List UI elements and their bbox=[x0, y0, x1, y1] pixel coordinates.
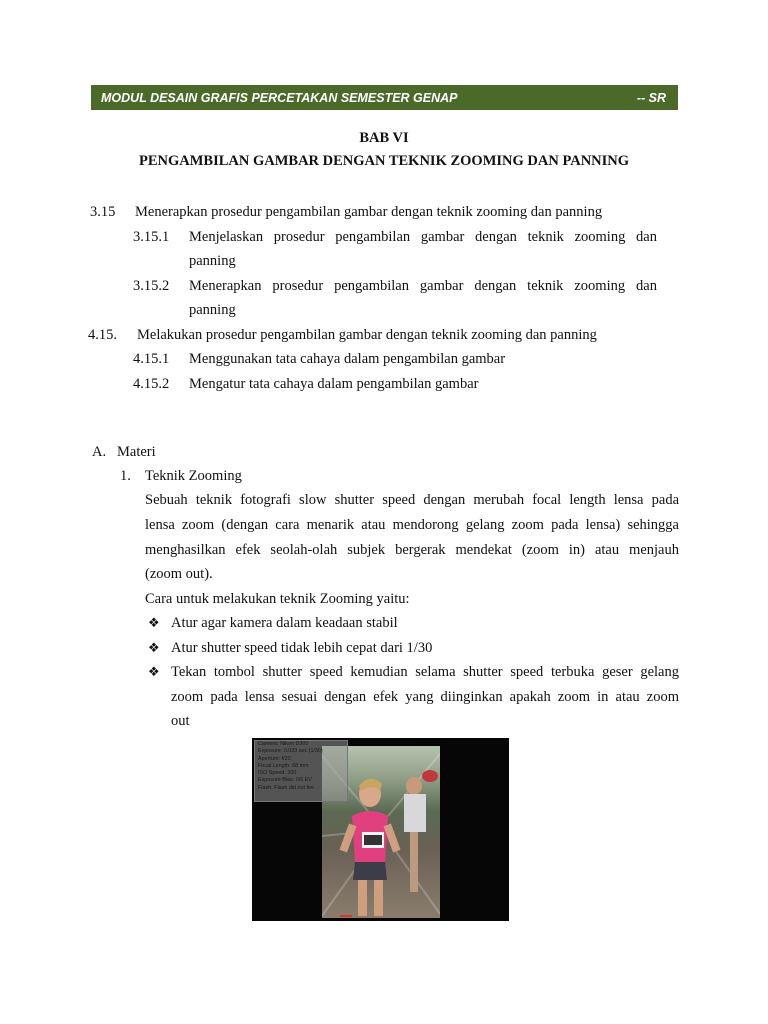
competency-number: 3.15 bbox=[90, 204, 116, 220]
exif-line: Exposure: 0.033 sec (1/30) bbox=[258, 748, 323, 755]
bullet-text: Atur agar kamera dalam keadaan stabil bbox=[171, 615, 398, 631]
section-label: A. bbox=[92, 444, 107, 460]
steps-intro: Cara untuk melakukan teknik Zooming yaitu: bbox=[145, 591, 410, 607]
competency-text: Menjelaskan prosedur pengambilan gambar dengan teknik zooming dan bbox=[189, 229, 657, 245]
exif-line: Exposure Bias: 0/6 EV bbox=[258, 777, 312, 784]
competency-text-continued: panning bbox=[189, 302, 236, 318]
page-header-bar bbox=[91, 85, 678, 110]
chapter-number: BAB VI bbox=[359, 130, 409, 146]
exif-line: Flash: Flash did not fire bbox=[258, 784, 315, 791]
competency-text: Mengatur tata cahaya dalam pengambilan gambar bbox=[189, 376, 479, 392]
competency-text: Menerapkan prosedur pengambilan gambar dengan teknik zooming dan bbox=[189, 278, 657, 294]
competency-text: Menerapkan prosedur pengambilan gambar dengan teknik zooming dan panning bbox=[135, 204, 603, 220]
paragraph-line: (zoom out). bbox=[145, 566, 213, 582]
subsection-title: Teknik Zooming bbox=[145, 468, 242, 484]
subsection-number: 1. bbox=[120, 468, 131, 484]
competency-number: 4.15. bbox=[88, 327, 117, 343]
bullet-text: Tekan tombol shutter speed kemudian selama shutter speed terbuka geser gelang bbox=[171, 664, 679, 680]
paragraph-line: menghasilkan efek seolah-olah subjek bergerak mendekat (zoom in) atau menjauh bbox=[145, 542, 679, 558]
competency-number: 3.15.1 bbox=[133, 229, 170, 245]
diamond-bullet-icon: ❖ bbox=[148, 615, 160, 630]
paragraph-line: lensa zoom (dengan cara menarik atau mendorong gelang zoom pada lensa) sehingga bbox=[145, 517, 679, 533]
diamond-bullet-icon: ❖ bbox=[148, 640, 160, 655]
diamond-bullet-icon: ❖ bbox=[148, 664, 160, 679]
chapter-title: PENGAMBILAN GAMBAR DENGAN TEKNIK ZOOMING DAN PANNING bbox=[138, 153, 630, 169]
competency-text-continued: panning bbox=[189, 253, 236, 269]
paragraph-line: Sebuah teknik fotografi slow shutter speed dengan merubah focal length lensa pada bbox=[145, 492, 679, 508]
exif-line: Camera: Nikon D300 bbox=[258, 741, 309, 747]
bullet-text-continued: out bbox=[171, 713, 190, 729]
exif-info-panel bbox=[254, 740, 348, 802]
bullet-text: Atur shutter speed tidak lebih cepat dari 1/30 bbox=[171, 640, 433, 656]
competency-text: Menggunakan tata cahaya dalam pengambilan gambar bbox=[189, 351, 506, 367]
competency-text: Melakukan prosedur pengambilan gambar dengan teknik zooming dan panning bbox=[137, 327, 597, 343]
exif-line: Aperture: f/20 bbox=[258, 755, 291, 762]
zoom-burst-photo bbox=[252, 738, 509, 921]
photo-progress-marker bbox=[340, 915, 352, 917]
exif-line: Focal Length: 68 mm bbox=[258, 762, 309, 769]
section-title: Materi bbox=[117, 444, 156, 460]
exif-line: ISO Speed: 200 bbox=[258, 770, 297, 777]
competency-number: 4.15.1 bbox=[133, 351, 170, 367]
competency-number: 4.15.2 bbox=[133, 376, 170, 392]
header-module-title: MODUL DESAIN GRAFIS PERCETAKAN SEMESTER GENAP bbox=[101, 90, 458, 105]
header-initials: -- SR bbox=[636, 90, 666, 105]
competency-number: 3.15.2 bbox=[133, 278, 170, 294]
bullet-text-continued: zoom pada lensa sesuai dengan efek yang diinginkan apakah zoom in atau zoom bbox=[171, 689, 679, 705]
